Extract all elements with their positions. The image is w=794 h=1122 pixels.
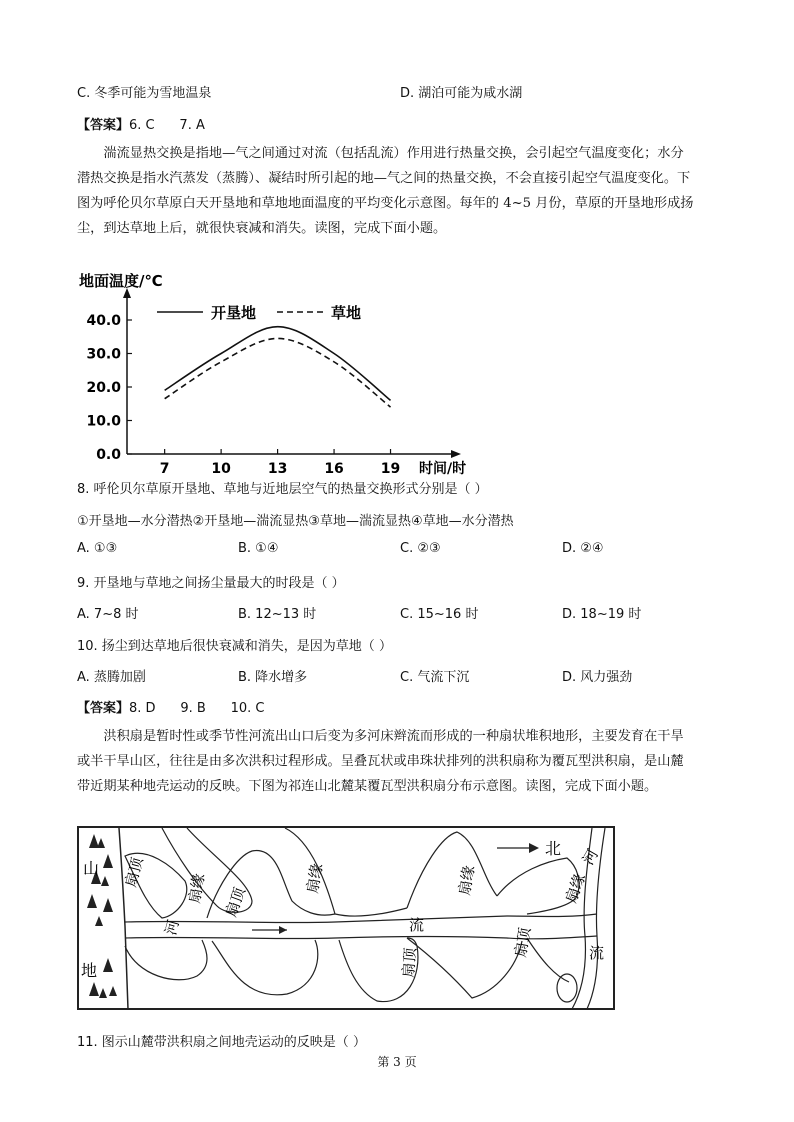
passage-1-line: 湍流显热交换是指地—气之间通过对流（包括乱流）作用进行热量交换，会引起空气温度变化；水分 — [103, 146, 684, 161]
fan-edge-label: 扇缘 — [561, 871, 590, 906]
fan-edge-label: 扇缘 — [455, 864, 479, 897]
fan-edge-label: 扇缘 — [303, 862, 327, 895]
question-11: 11. 图示山麓带洪积扇之间地壳运动的反映是（ ） — [77, 1035, 366, 1050]
fan-top-label: 扇顶 — [221, 885, 250, 920]
passage-2-line: 洪积扇是暂时性或季节性河流出山口后变为多河床辫流而形成的一种扇状堆积地形，主要发育在干旱 — [103, 729, 684, 744]
mountain-label: 山 — [83, 859, 100, 878]
fan-top-label: 扇顶 — [121, 855, 147, 890]
y-tick-label: 30.0 — [86, 346, 121, 363]
right-river-label: 河 — [578, 845, 602, 868]
question-10: 10. 扬尘到达草地后很快衰减和消失，是因为草地（ ） — [77, 639, 392, 654]
fan-top-label: 扇顶 — [511, 926, 535, 959]
x-tick-label: 13 — [267, 461, 288, 477]
x-tick-label: 7 — [159, 461, 170, 477]
legend-label: 开垦地 — [211, 304, 257, 322]
fan-edge-label: 扇缘 — [185, 872, 209, 905]
passage-2 — [77, 724, 717, 799]
legend-label: 草地 — [331, 304, 362, 322]
y-tick-label: 0.0 — [96, 447, 121, 463]
answer-label: 【答案】 — [77, 118, 130, 133]
y-axis-title: 地面温度/℃ — [79, 272, 163, 290]
passage-2-line: 带近期某种地壳运动的反映。下图为祁连山北麓某覆瓦型洪积扇分布示意图。读图，完成下面小题。 — [77, 779, 658, 794]
x-axis-arrow — [451, 450, 461, 458]
q9-option-a: A. 7~8 时 — [77, 607, 139, 622]
river-label: 流 — [409, 916, 425, 934]
north-label: 北 — [545, 839, 562, 858]
y-tick-label: 40.0 — [86, 313, 121, 329]
answer-label: 【答案】 — [77, 701, 130, 716]
q9-option-d: D. 18~19 时 — [562, 607, 642, 622]
passage-1-line: 潜热交换是指水汽蒸发（蒸腾）、凝结时所引起的地—气之间的热量交换，不会直接引起空气温度变化。下 — [77, 171, 691, 186]
q8-option-a: A. ①③ — [77, 541, 118, 556]
option-c-prev: C. 冬季可能为雪地温泉 — [77, 86, 212, 101]
x-axis-title: 时间/时 — [419, 461, 467, 477]
option-d-prev: D. 湖泊可能为咸水湖 — [400, 86, 523, 101]
right-river-label: 流 — [589, 944, 605, 962]
passage-1-line: 图为呼伦贝尔草原白天开垦地和草地地面温度的平均变化示意图。每年的 4~5 月份，草原的开垦地形成扬 — [77, 196, 694, 211]
q10-option-d: D. 风力强劲 — [562, 670, 633, 685]
alluvial-fan-map — [77, 826, 615, 1010]
q8-option-c: C. ②③ — [400, 541, 441, 556]
x-tick-label: 19 — [380, 461, 401, 477]
q8-option-d: D. ②④ — [562, 541, 604, 556]
x-tick-label: 10 — [211, 461, 231, 477]
q10-option-a: A. 蒸腾加剧 — [77, 670, 146, 685]
fan-top-label: 扇顶 — [399, 946, 420, 979]
page-number: 第 3 页 — [377, 1055, 417, 1069]
q10-option-b: B. 降水增多 — [238, 670, 308, 685]
answer-text: 6. C 7. A — [129, 118, 205, 133]
series-line-grassland — [165, 338, 391, 407]
y-tick-label: 20.0 — [86, 380, 121, 396]
y-tick-label: 10.0 — [86, 413, 121, 430]
series-line-cultivated — [165, 327, 391, 401]
land-label: 地 — [81, 961, 98, 980]
answer-text: 8. D 9. B 10. C — [129, 701, 265, 716]
river-label: 河 — [161, 917, 183, 938]
answer-line-1 — [77, 114, 205, 133]
answer-line-2 — [77, 697, 265, 716]
question-9: 9. 开垦地与草地之间扬尘量最大的时段是（ ） — [77, 576, 345, 591]
passage-2-line: 或半干旱山区，往往是由多次洪积过程形成。呈叠瓦状或串珠状排列的洪积扇称为覆瓦型洪积扇，是山麓 — [77, 754, 684, 769]
q10-option-c: C. 气流下沉 — [400, 670, 470, 685]
question-8-choices: ①开垦地—水分潜热②开垦地—湍流显热③草地—湍流显热④草地—水分潜热 — [77, 514, 514, 529]
q9-option-c: C. 15~16 时 — [400, 607, 479, 622]
q9-option-b: B. 12~13 时 — [238, 607, 317, 622]
passage-1 — [77, 141, 717, 241]
temperature-chart — [77, 268, 467, 477]
passage-1-line: 尘，到达草地上后，就很快衰减和消失。读图，完成下面小题。 — [77, 221, 447, 236]
x-tick-label: 16 — [324, 461, 344, 477]
question-8: 8. 呼伦贝尔草原开垦地、草地与近地层空气的热量交换形式分别是（ ） — [77, 482, 488, 497]
q8-option-b: B. ①④ — [238, 541, 279, 556]
